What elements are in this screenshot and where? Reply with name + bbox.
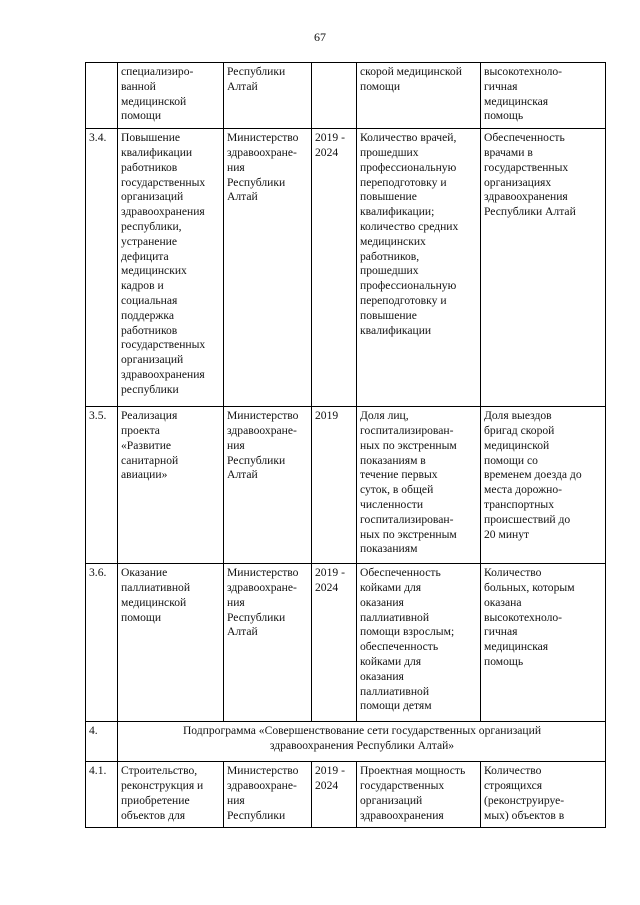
indicator-cell: Проектная мощность государственных организаций здравоохранения [357, 762, 481, 828]
result-cell: Количество больных, которым оказана высокотехноло- гичная медицинская помощь [481, 564, 606, 722]
executor-cell: Министерство здравоохране- ния Республики Алтай [224, 564, 312, 722]
activity-name-cell: Реализация проекта «Развитие санитарной авиации» [118, 407, 224, 564]
subprogram-title-cell: Подпрограмма «Совершенствование сети государственных организаций здравоохранения Республики Алтай» [118, 722, 606, 762]
program-activities-table [85, 62, 606, 828]
table-row [86, 564, 606, 722]
row-number-cell: 3.4. [86, 129, 118, 407]
executor-cell: Республики Алтай [224, 63, 312, 129]
indicator-cell: скорой медицинской помощи [357, 63, 481, 129]
table-row [86, 129, 606, 407]
activity-name-cell: Повышение квалификации работников государственных организаций здравоохранения республики, устранение дефицита медицинских кадров и социальная поддержка работников государственных организаций здравоохранения республики [118, 129, 224, 407]
subprogram-number-cell: 4. [86, 722, 118, 762]
row-number-cell: 3.6. [86, 564, 118, 722]
table-row [86, 407, 606, 564]
period-cell: 2019 [312, 407, 357, 564]
result-cell: Обеспеченность врачами в государственных организациях здравоохранения Республики Алтай [481, 129, 606, 407]
executor-cell: Министерство здравоохране- ния Республики [224, 762, 312, 828]
period-cell [312, 63, 357, 129]
row-number-cell [86, 63, 118, 129]
period-cell: 2019 - 2024 [312, 129, 357, 407]
subprogram-heading-row [86, 722, 606, 762]
period-cell: 2019 - 2024 [312, 762, 357, 828]
result-cell: высокотехноло- гичная медицинская помощь [481, 63, 606, 129]
page-number: 67 [314, 30, 326, 44]
indicator-cell: Доля лиц, госпитализирован- ных по экстренным показаниям в течение первых суток, в общей численности госпитализирован- ных по экстренным показаниям [357, 407, 481, 564]
period-cell: 2019 - 2024 [312, 564, 357, 722]
activity-name-cell: специализиро- ванной медицинской помощи [118, 63, 224, 129]
table-row [86, 63, 606, 129]
row-number-cell: 4.1. [86, 762, 118, 828]
activity-name-cell: Строительство, реконструкция и приобретение объектов для [118, 762, 224, 828]
indicator-cell: Количество врачей, прошедших профессиональную переподготовку и повышение квалификации; количество средних медицинских работников, прошедших профессиональную переподготовку и повышение квалификации [357, 129, 481, 407]
table-row [86, 762, 606, 828]
executor-cell: Министерство здравоохране- ния Республики Алтай [224, 407, 312, 564]
indicator-cell: Обеспеченность койками для оказания паллиативной помощи взрослым; обеспеченность койками для оказания паллиативной помощи детям [357, 564, 481, 722]
activity-name-cell: Оказание паллиативной медицинской помощи [118, 564, 224, 722]
executor-cell: Министерство здравоохране- ния Республики Алтай [224, 129, 312, 407]
row-number-cell: 3.5. [86, 407, 118, 564]
result-cell: Доля выездов бригад скорой медицинской помощи со временем доезда до места дорожно- транспортных происшествий до 20 минут [481, 407, 606, 564]
result-cell: Количество строящихся (реконструируе- мых) объектов в [481, 762, 606, 828]
